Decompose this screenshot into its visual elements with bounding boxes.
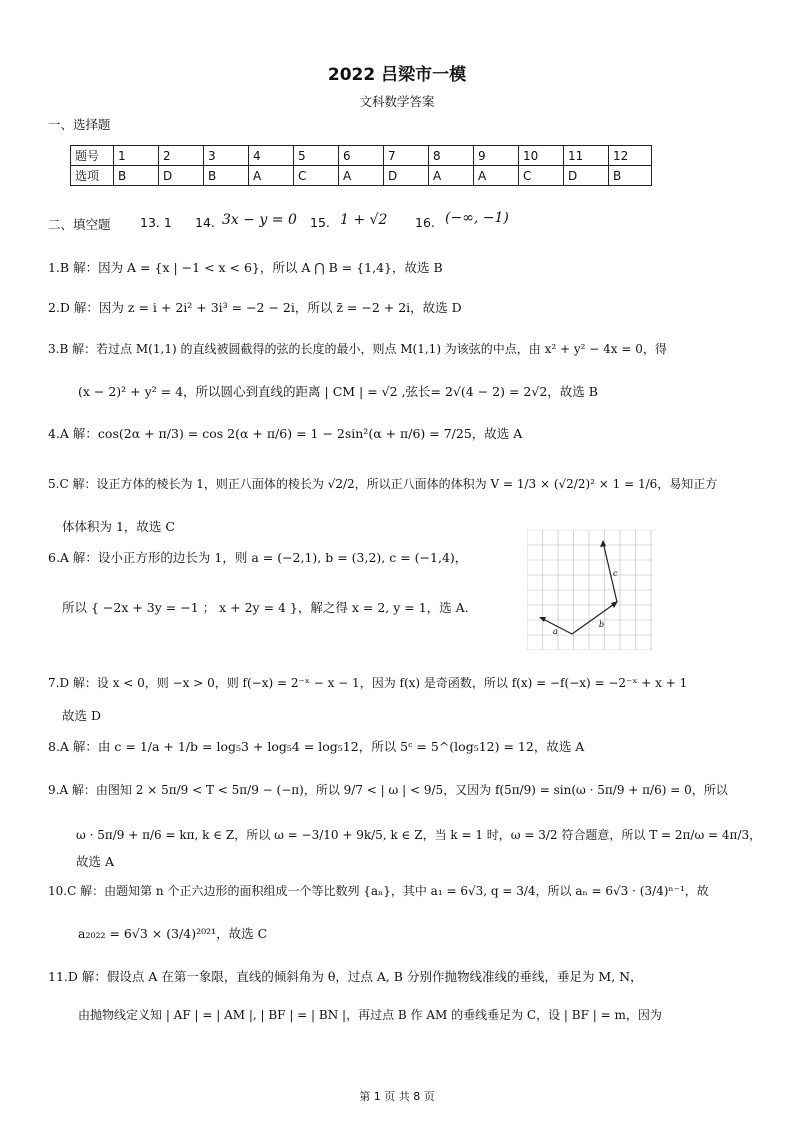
table-cell: B [609,166,652,186]
table-cell: 7 [384,146,429,166]
table-cell: 6 [339,146,384,166]
fill-15-answer: 1 + √2 [340,212,388,228]
table-cell: B [114,166,159,186]
table-cell: A [429,166,474,186]
solution-9-line-2: ω · 5π/9 + π/6 = kπ, k ∈ Z，所以 ω = −3/10 + 9k/5, k ∈ Z，当 k = 1 时，ω = 3/2 符合题意，所以 T = 2π/ω = 4π/3， [76,828,762,842]
table-cell: B [204,166,249,186]
solution-9-line-3: 故选 A [76,854,115,869]
table-cell: 3 [204,146,249,166]
solution-4: 4.A 解：cos(2α + π/3) = cos 2(α + π/6) = 1 − 2sin²(α + π/6) = 7/25，故选 A [48,426,523,441]
solution-3-line-1: 3.B 解：若过点 M(1,1) 的直线被圆截得的弦的长度的最小，则点 M(1,1) 为该弦的中点，由 x² + y² − 4x = 0，得 [48,342,667,356]
table-cell: C [294,166,339,186]
solution-10-line-2: a₂₀₂₂ = 6√3 × (3/4)²⁰²¹，故选 C [78,926,268,941]
label-b: b [599,620,605,629]
table-cell: D [564,166,609,186]
page-footer: 第 1 页 共 8 页 [359,1090,435,1103]
solution-5-line-2: 体体积为 1，故选 C [62,519,175,534]
table-cell: 2 [159,146,204,166]
label-a: a [553,627,558,636]
table-cell: C [519,166,564,186]
table-cell: 4 [249,146,294,166]
fill-15-label: 15. [310,215,330,230]
table-cell: D [159,166,204,186]
grid-lines [527,530,653,650]
table-cell: D [384,166,429,186]
arrow-b [611,601,618,608]
solution-1: 1.B 解：因为 A = {x | −1 < x < 6}，所以 A ⋂ B = {1,4}，故选 B [48,260,443,275]
fill-16-answer: (−∞, −1) [445,210,509,226]
solution-3-line-2: (x − 2)² + y² = 4，所以圆心到直线的距离 | CM | = √2 ,弦长= 2√(4 − 2) = 2√2，故选 B [78,384,598,399]
label-c: c [613,569,618,578]
page-title: 2022 吕梁市一模 [327,65,467,85]
solution-7-line-2: 故选 D [62,708,101,723]
solution-5-line-1: 5.C 解：设正方体的棱长为 1，则正八面体的棱长为 √2/2，所以正八面体的体积为 V = 1/3 × (√2/2)² × 1 = 1/6，易知正方 [48,477,718,491]
answer-table [70,145,652,186]
solution-7-line-1: 7.D 解：设 x < 0，则 −x > 0，则 f(−x) = 2⁻ˣ − x − 1，因为 f(x) 是奇函数，所以 f(x) = −f(−x) = −2⁻ˣ + x + 1 [48,676,688,690]
solution-11-line-2: 由抛物线定义知 | AF | = | AM |, | BF | = | BN |，再过点 B 作 AM 的垂线垂足为 C，设 | BF | = m，因为 [78,1008,662,1022]
section-heading-fill: 二、填空题 [48,217,111,232]
table-cell: 12 [609,146,652,166]
table-cell: 1 [114,146,159,166]
page-subtitle: 文科数学答案 [359,94,435,109]
table-cell: 11 [564,146,609,166]
arrow-c [600,540,606,547]
table-header-label: 题号 [71,146,114,166]
solution-6-line-1: 6.A 解：设小正方形的边长为 1，则 a = (−2,1), b = (3,2), c = (−1,4)， [48,550,468,565]
fill-14-answer: 3x − y = 0 [222,212,297,228]
solution-6-line-2: 所以 { −2x + 3y = −1 ； x + 2y = 4 }，解之得 x = 2, y = 1，选 A. [62,600,469,615]
table-row-answers [71,166,652,186]
table-cell: 9 [474,146,519,166]
fill-13: 13. 1 [140,215,172,230]
section-heading-choice: 一、选择题 [48,117,111,132]
table-cell: 10 [519,146,564,166]
table-cell: 5 [294,146,339,166]
vector-grid-figure [527,530,653,650]
table-row-numbers [71,146,652,166]
fill-14-label: 14. [195,215,215,230]
solution-10-line-1: 10.C 解：由题知第 n 个正六边形的面积组成一个等比数列 {aₙ}，其中 a₁ = 6√3, q = 3/4，所以 aₙ = 6√3 · (3/4)ⁿ⁻¹，故 [48,884,709,898]
solution-2: 2.D 解：因为 z = i + 2i² + 3i³ = −2 − 2i，所以 z̄ = −2 + 2i，故选 D [48,300,462,315]
solution-11-line-1: 11.D 解：假设点 A 在第一象限，直线的倾斜角为 θ，过点 A, B 分别作抛物线准线的垂线，垂足为 M, N， [48,969,643,984]
table-cell: A [339,166,384,186]
table-cell: 8 [429,146,474,166]
table-answer-label: 选项 [71,166,114,186]
fill-16-label: 16. [415,215,435,230]
vector-b [572,602,617,634]
table-cell: A [249,166,294,186]
table-cell: A [474,166,519,186]
solution-8: 8.A 解：由 c = 1/a + 1/b = log₅3 + log₅4 = log₅12，所以 5ᶜ = 5^(log₅12) = 12，故选 A [48,739,585,754]
solution-9-line-1: 9.A 解：由图知 2 × 5π/9 < T < 5π/9 − (−π)，所以 9/7 < | ω | < 9/5，又因为 f(5π/9) = sin(ω · 5π/9 + π/6) = 0，所以 [48,783,728,797]
